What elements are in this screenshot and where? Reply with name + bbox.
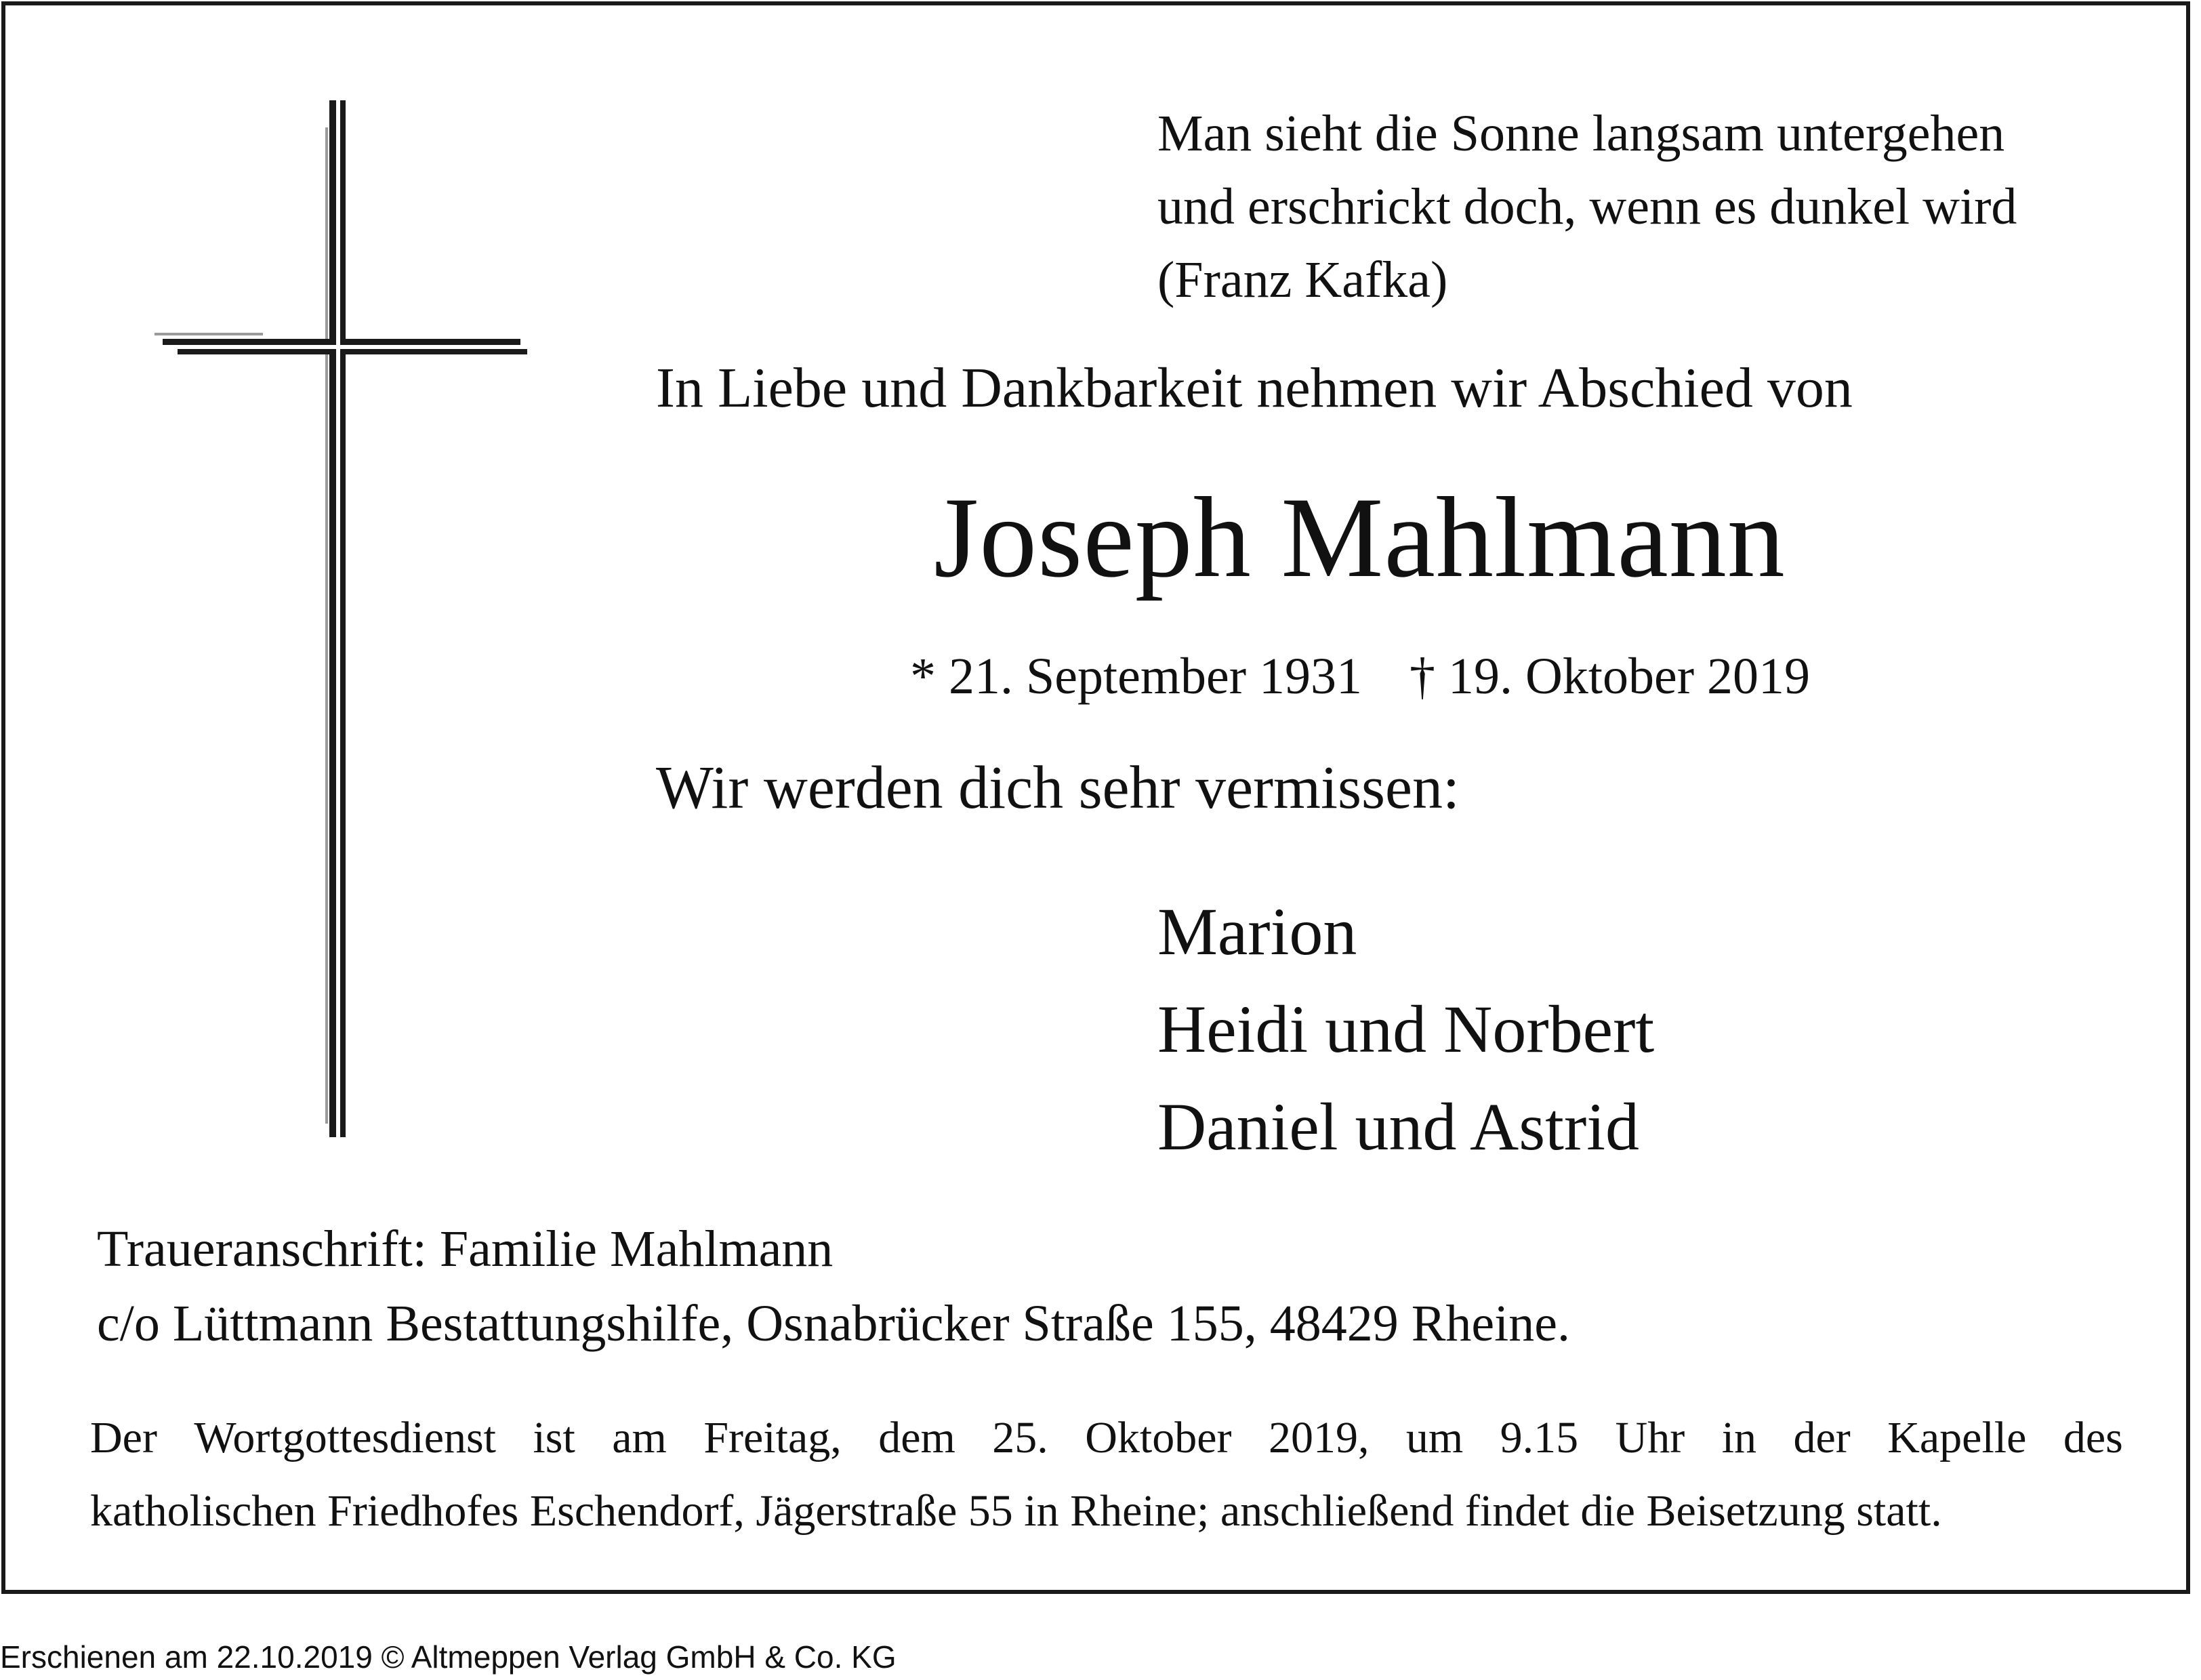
service-word: Oktober	[1085, 1413, 1232, 1462]
mourner-name: Heidi und Norbert	[1157, 991, 1655, 1067]
service-line: katholischen Friedhofes Eschendorf, Jägerstraße 55 in Rheine; anschließend findet die Beisetzung statt.	[90, 1486, 1942, 1536]
service-word: 2019,	[1268, 1413, 1370, 1462]
publication-credit: Erschienen am 22.10.2019 © Altmeppen Verlag GmbH & Co. KG	[0, 1639, 897, 1675]
funeral-service-info	[90, 1401, 2123, 1548]
life-dates	[910, 642, 1810, 710]
deceased-name: Joseph Mahlmann	[934, 474, 1786, 601]
cross-icon	[155, 100, 527, 1144]
service-word: ist	[533, 1413, 575, 1462]
quote-line: Man sieht die Sonne langsam untergehen	[1157, 105, 2005, 162]
quote	[1157, 97, 2017, 316]
service-line-justified	[90, 1401, 2123, 1475]
service-word: der	[1793, 1413, 1851, 1462]
farewell-intro: In Liebe und Dankbarkeit nehmen wir Abschied von	[656, 356, 1853, 419]
mourning-address	[97, 1212, 1570, 1361]
quote-author: (Franz Kafka)	[1157, 251, 1448, 308]
address-line: Traueranschrift: Familie Mahlmann	[97, 1221, 834, 1277]
service-word: Uhr	[1615, 1413, 1685, 1462]
service-word: Kapelle	[1887, 1413, 2027, 1462]
service-word: 9.15	[1500, 1413, 1579, 1462]
mourner-name: Daniel und Astrid	[1157, 1089, 1640, 1164]
quote-line: und erschrickt doch, wenn es dunkel wird	[1157, 178, 2017, 235]
mourner-name: Marion	[1157, 894, 1357, 969]
service-word: am	[612, 1413, 667, 1462]
service-word: Freitag,	[703, 1413, 842, 1462]
address-line: c/o Lüttmann Bestattungshilfe, Osnabrücker Straße 155, 48429 Rheine.	[97, 1295, 1570, 1352]
obituary-notice	[1, 1, 2190, 1594]
birth-date: * 21. September 1931	[910, 648, 1363, 705]
death-date: † 19. Oktober 2019	[1410, 648, 1811, 705]
service-word: Wortgottesdienst	[194, 1413, 497, 1462]
service-word: 25.	[992, 1413, 1048, 1462]
miss-you-line: Wir werden dich sehr vermissen:	[656, 754, 1460, 821]
service-word: Der	[90, 1413, 157, 1462]
service-word: des	[2063, 1413, 2123, 1462]
service-word: in	[1721, 1413, 1757, 1462]
service-word: um	[1405, 1413, 1464, 1462]
service-word: dem	[878, 1413, 955, 1462]
mourners-list	[1157, 883, 1654, 1176]
